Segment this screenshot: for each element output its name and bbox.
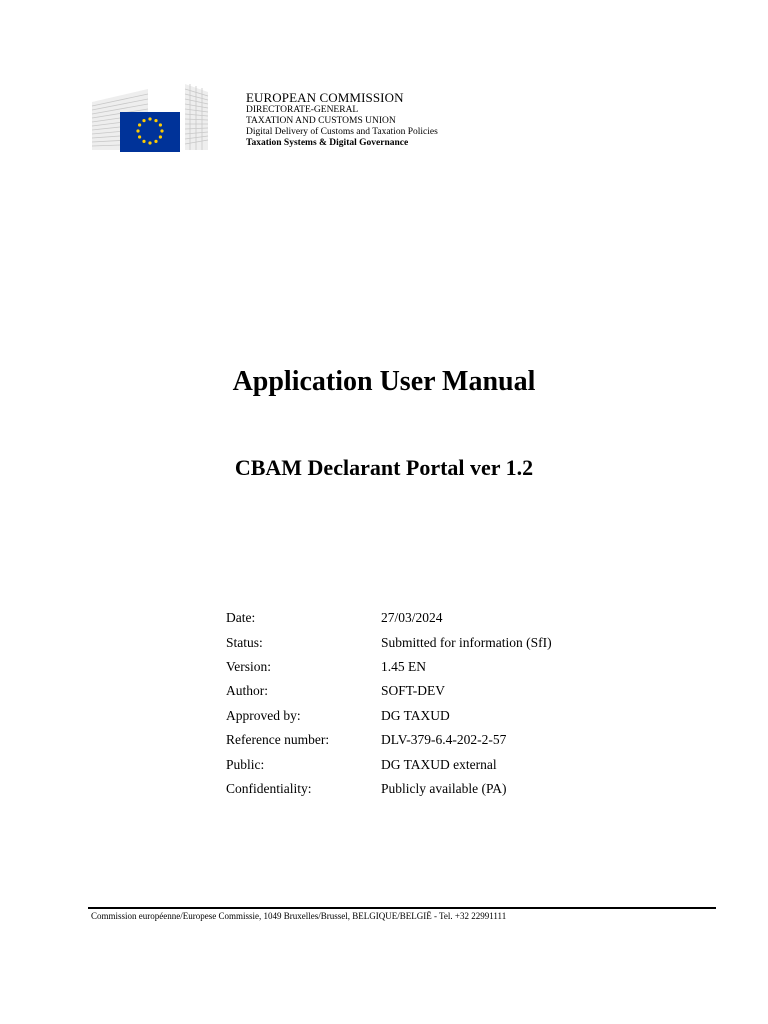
metadata-value: DG TAXUD external <box>381 756 497 772</box>
metadata-value: 1.45 EN <box>381 658 426 674</box>
document-title: Application User Manual <box>232 366 536 397</box>
metadata-label: Approved by: <box>226 707 301 723</box>
metadata-row-confidentiality <box>226 777 552 801</box>
metadata-label: Public: <box>226 756 265 772</box>
metadata-label: Date: <box>226 610 256 626</box>
metadata-value: DLV-379-6.4-202-2-57 <box>381 732 507 748</box>
metadata-value: Publicly available (PA) <box>381 780 507 796</box>
metadata-row-date <box>226 606 552 630</box>
metadata-value: DG TAXUD <box>381 707 450 723</box>
footer-divider <box>88 907 716 909</box>
metadata-row-version <box>226 655 552 679</box>
metadata-value: 27/03/2024 <box>381 610 443 626</box>
metadata-label: Confidentiality: <box>226 780 312 796</box>
metadata-label: Version: <box>226 658 271 674</box>
organization-name: EUROPEAN COMMISSION <box>246 90 404 105</box>
directorate-line: DIRECTORATE-GENERAL <box>246 105 359 115</box>
metadata-row-author <box>226 679 552 703</box>
document-subtitle: CBAM Declarant Portal ver 1.2 <box>234 455 534 480</box>
organization-header <box>246 91 438 150</box>
metadata-row-status <box>226 630 552 654</box>
footer-address: Commission européenne/Europese Commissie, 1049 Bruxelles/Brussel, BELGIQUE/BELGIË - Tel. +32 22991111 <box>91 911 507 921</box>
directorate-name: TAXATION AND CUSTOMS UNION <box>246 116 396 126</box>
directorate-unit: Digital Delivery of Customs and Taxation Policies <box>246 127 438 137</box>
metadata-label: Reference number: <box>226 732 330 748</box>
metadata-label: Status: <box>226 634 263 650</box>
metadata-row-reference-number <box>226 728 552 752</box>
metadata-row-public <box>226 752 552 776</box>
metadata-value: Submitted for information (SfI) <box>381 634 552 650</box>
metadata-value: SOFT-DEV <box>381 683 446 699</box>
metadata-label: Author: <box>226 683 268 699</box>
unit-name: Taxation Systems & Digital Governance <box>246 138 409 148</box>
document-metadata <box>226 606 552 801</box>
european-commission-logo-icon <box>90 84 210 154</box>
metadata-row-approved-by <box>226 704 552 728</box>
